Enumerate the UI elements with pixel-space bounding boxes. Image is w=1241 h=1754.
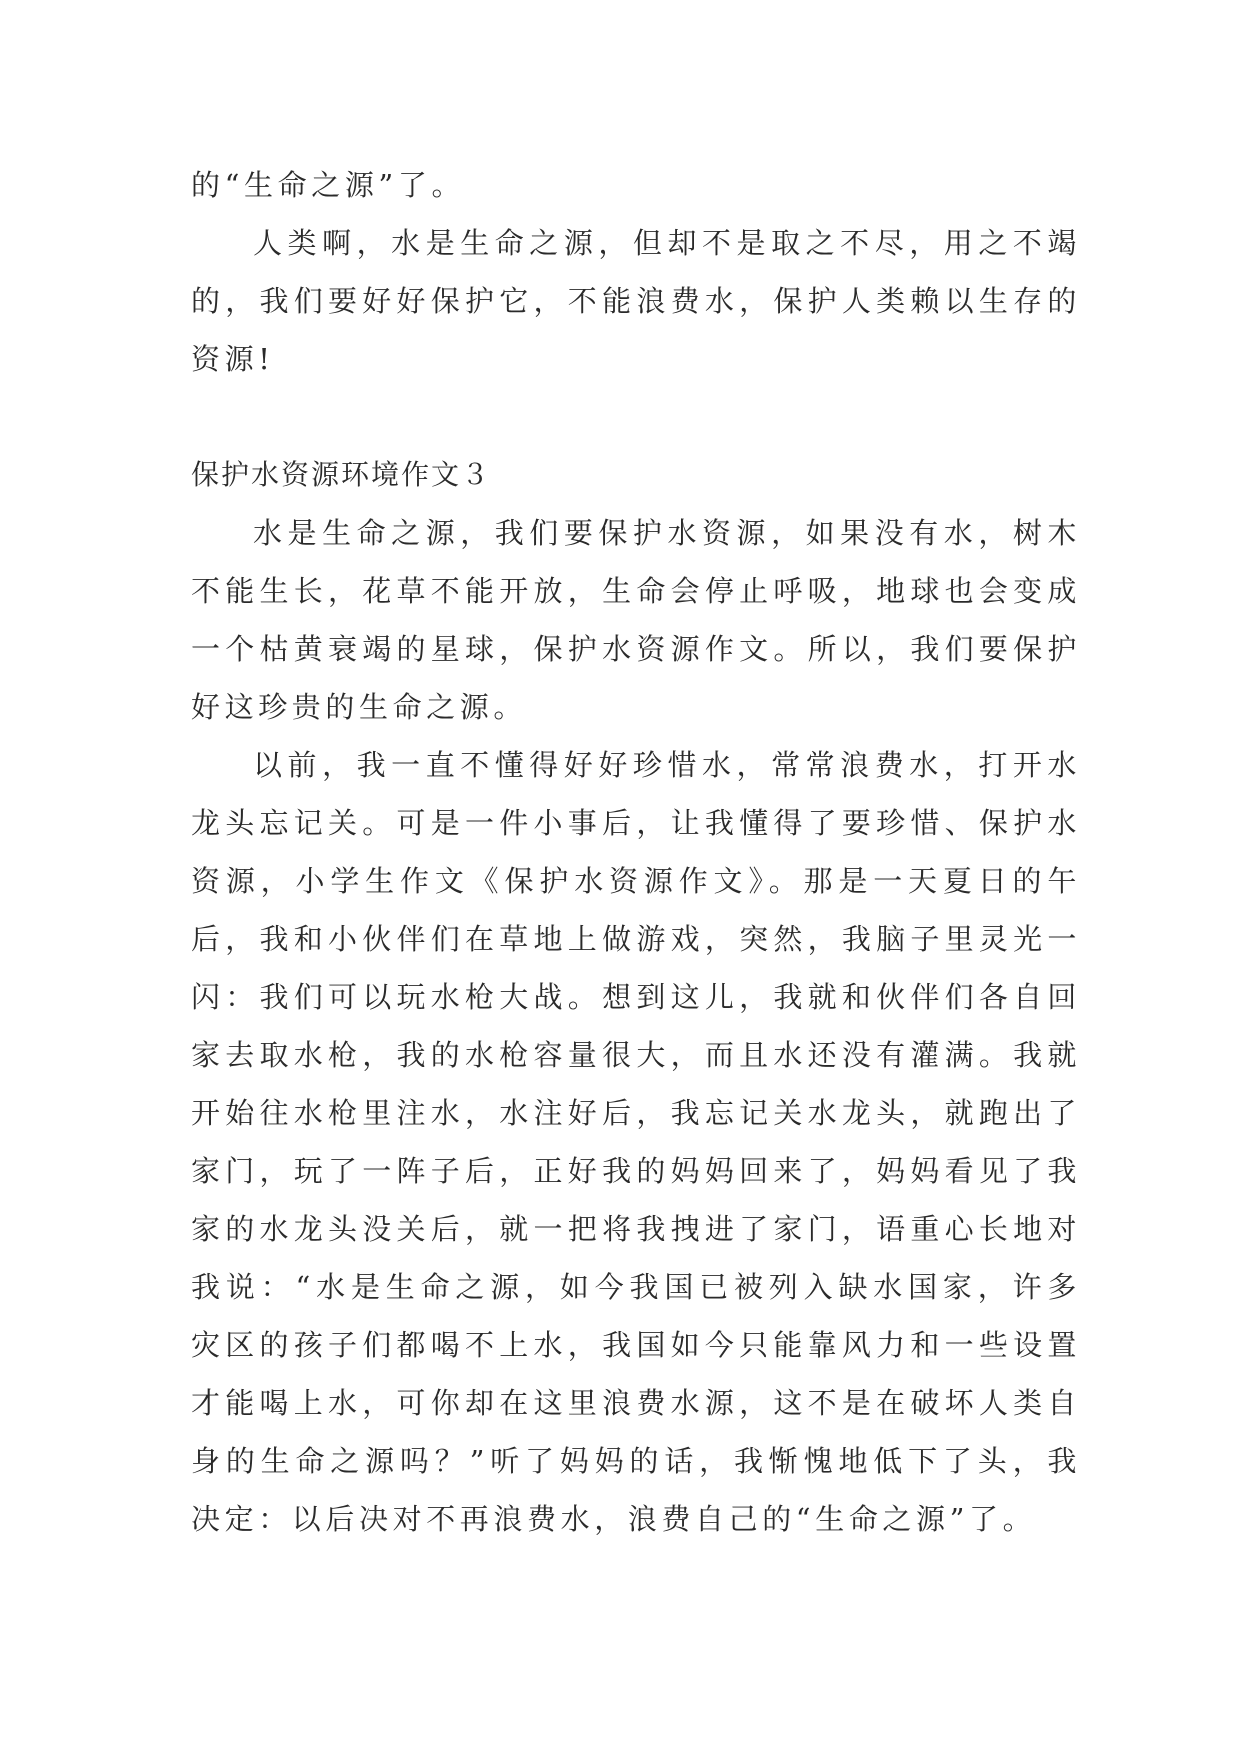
paragraph-intro: 水是生命之源，我们要保护水资源，如果没有水，树木不能生长，花草不能开放，生命会停止呼吸，地球也会变成一个枯黄衰竭的星球，保护水资源作文。所以，我们要保护好这珍贵的生命之源。 bbox=[191, 516, 1081, 724]
paragraph-conclusion: 人类啊，水是生命之源，但却不是取之不尽，用之不竭的，我们要好好保护它，不能浪费水，保护人类赖以生存的资源! bbox=[191, 226, 1081, 376]
paragraph-story: 以前，我一直不懂得好好珍惜水，常常浪费水，打开水龙头忘记关。可是一件小事后，让我懂得了要珍惜、保护水资源，小学生作文《保护水资源作文》。那是一天夏日的午后，我和小伙伴们在草地上做游戏，突然，我脑子里灵光一闪：我们可以玩水枪大战。想到这儿，我就和伙伴们各自回家去取水枪，我的水枪容量很大，而且水还没有灌满。我就开始往水枪里注水，水注好后，我忘记关水龙头，就跑出了家门，玩了一阵子后，正好我的妈妈回来了，妈妈看见了我家的水龙头没关后，就一把将我拽进了家门，语重心长地对我说：“水是生命之源，如今我国已被列入缺水国家，许多灾区的孩子们都喝不上水，我国如今只能靠风力和一些设置才能喝上水，可你却在这里浪费水源，这不是在破坏人类自身的生命之源吗？”听了妈妈的话，我惭愧地低下了头，我决定：以后决对不再浪费水，浪费自己的“生命之源”了。 bbox=[191, 748, 1081, 1536]
top-fragment: 的“生命之源”了。 bbox=[191, 168, 466, 202]
document-body bbox=[191, 156, 1081, 1548]
section-title: 保护水资源环境作文３ bbox=[191, 458, 492, 491]
section-spacer bbox=[191, 388, 1081, 446]
